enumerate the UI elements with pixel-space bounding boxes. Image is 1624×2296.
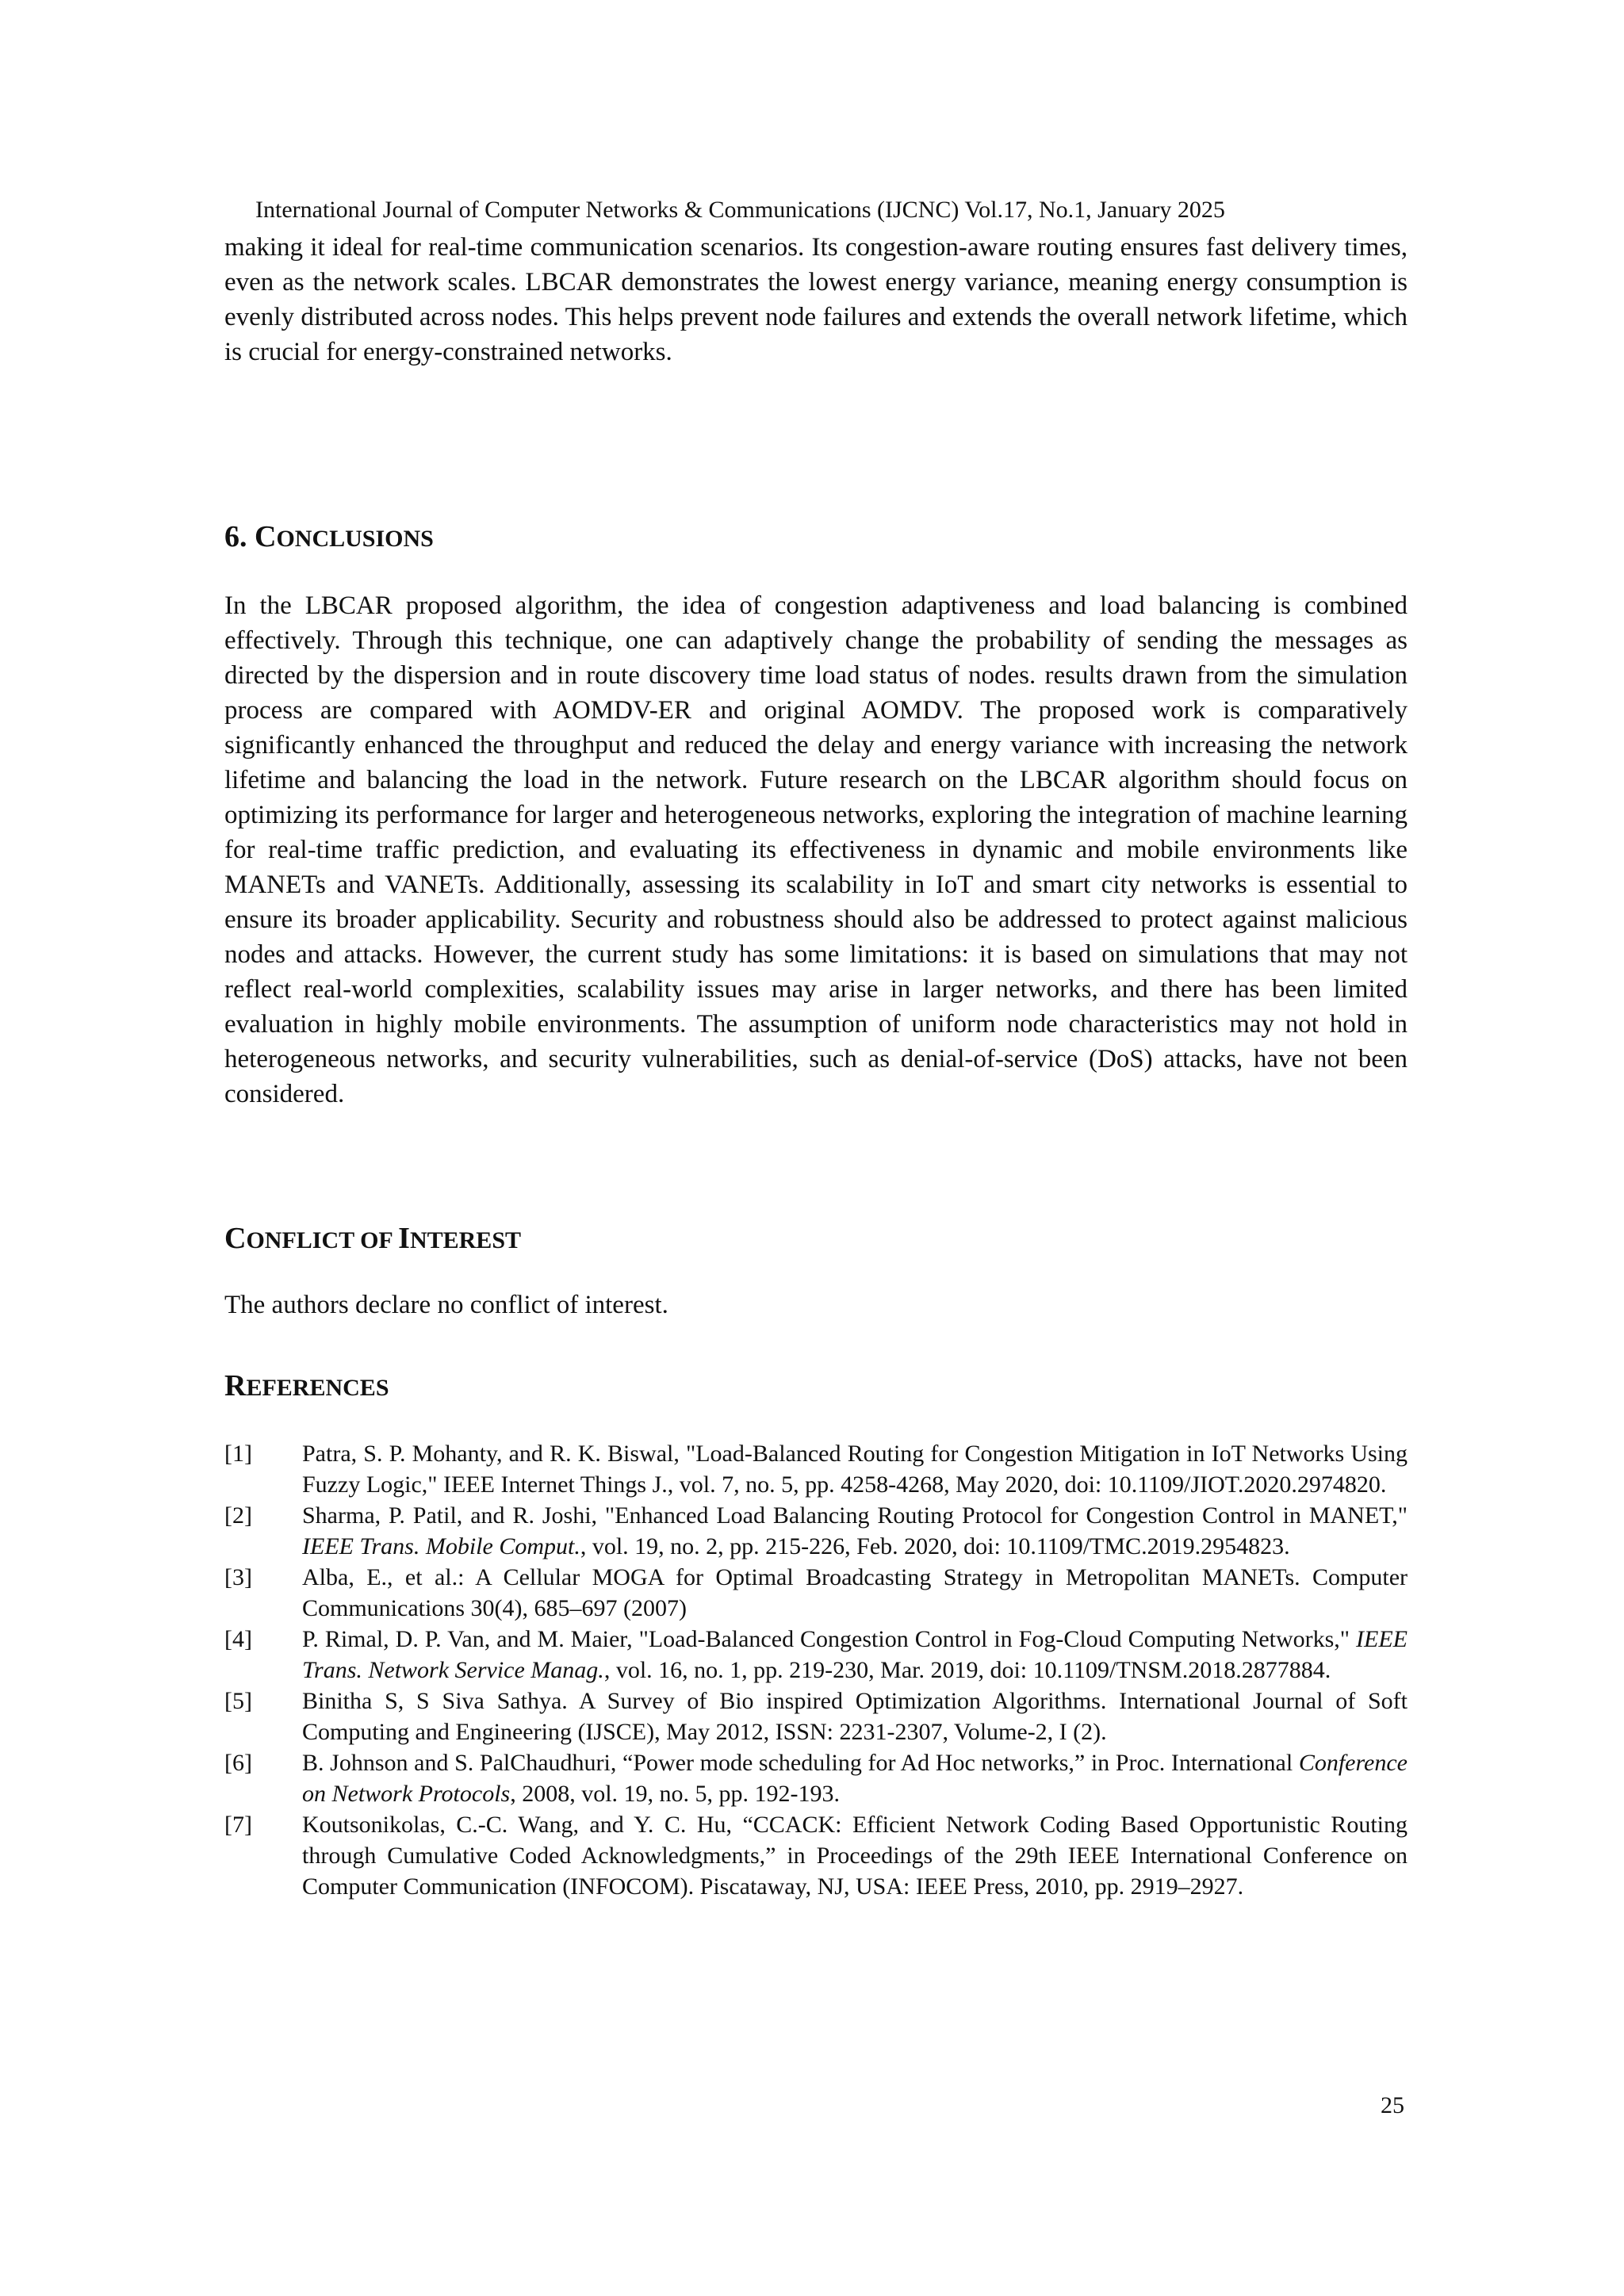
section-heading-references — [224, 1368, 389, 1406]
conference-name: Conference on Network Protocols — [302, 1750, 1408, 1807]
section-number: 6. — [224, 520, 255, 553]
reference-text: Koutsonikolas, C.-C. Wang, and Y. C. Hu, “CCACK: Efficient Network Coding Based Opportunistic Routing through Cumulative Coded Acknowledgments,” in Proceedings of the 29th IEEE International Conference on Computer Communication (INFOCOM). Piscataway, NJ, USA: IEEE Press, 2010, pp. 2919–2927. — [302, 1812, 1408, 1900]
intro-paragraph: making it ideal for real-time communication scenarios. Its congestion-aware routing ensures fast delivery times, even as the network scales. LBCAR demonstrates the lowest energy variance, meaning energy consumption is evenly distributed across nodes. This helps prevent node failures and extends the overall network lifetime, which is crucial for energy-constrained networks. — [224, 233, 1408, 366]
reference-item — [224, 1438, 1408, 1500]
reference-item — [224, 1686, 1408, 1747]
conflict-paragraph: The authors declare no conflict of interest. — [224, 1291, 668, 1319]
heading-smallcaps: ONCLUSIONS — [276, 526, 434, 552]
reference-number: [7] — [224, 1812, 252, 1838]
heading-initial: I — [398, 1222, 410, 1255]
journal-name: IEEE Trans. Mobile Comput. — [302, 1533, 580, 1559]
reference-text: Patra, S. P. Mohanty, and R. K. Biswal, "Load-Balanced Routing for Congestion Mitigation in IoT Networks Using Fuzzy Logic," IEEE Internet Things J., vol. 7, no. 5, pp. 4258-4268, May 2020, doi: 10.1109/JIOT.2020.2974820. — [302, 1441, 1408, 1498]
reference-item — [224, 1747, 1408, 1809]
reference-item — [224, 1624, 1408, 1686]
reference-number: [4] — [224, 1626, 252, 1652]
conclusions-paragraph: In the LBCAR proposed algorithm, the idea of congestion adaptiveness and load balancing is combined effectively. Through this technique, one can adaptively change the probability of sending the messages as directed by the dispersion and in route discovery time load status of nodes. results drawn from the simulation process are compared with AOMDV-ER and original AOMDV. The proposed work is comparatively significantly enhanced the throughput and reduced the delay and energy variance with increasing the network lifetime and balancing the load in the network. Future research on the LBCAR algorithm should focus on optimizing its performance for larger and heterogeneous networks, exploring the integration of machine learning for real-time traffic prediction, and evaluating its effectiveness in dynamic and mobile environments like MANETs and VANETs. Additionally, assessing its scalability in IoT and smart city networks is essential to ensure its broader applicability. Security and robustness should also be addressed to protect against malicious nodes and attacks. However, the current study has some limitations: it is based on simulations that may not reflect real-world complexities, scalability issues may arise in larger networks, and there has been limited evaluation in highly mobile environments. The assumption of uniform node characteristics may not hold in heterogeneous networks, and security vulnerabilities, such as denial-of-service (DoS) attacks, have not been considered. — [224, 591, 1408, 1108]
reference-item — [224, 1500, 1408, 1562]
heading-initial: R — [224, 1369, 247, 1402]
reference-number: [2] — [224, 1502, 252, 1529]
reference-text: B. Johnson and S. PalChaudhuri, “Power mode scheduling for Ad Hoc networks,” in Proc. International Conference on Network Protocols, 2008, vol. 19, no. 5, pp. 192-193. — [302, 1750, 1408, 1807]
reference-number: [3] — [224, 1564, 252, 1590]
reference-text: Sharma, P. Patil, and R. Joshi, "Enhanced Load Balancing Routing Protocol for Congestion Control in MANET," IEEE Trans. Mobile Comput., vol. 19, no. 2, pp. 215-226, Feb. 2020, doi: 10.1109/TMC.2019.2954823. — [302, 1502, 1408, 1559]
running-header: International Journal of Computer Networks & Communications (IJCNC) Vol.17, No.1, January 2025 — [255, 197, 1225, 223]
heading-smallcaps: EFERENCES — [246, 1375, 389, 1401]
reference-item — [224, 1809, 1408, 1902]
reference-item — [224, 1562, 1408, 1624]
heading-initial: C — [255, 520, 277, 553]
reference-text: Binitha S, S Siva Sathya. A Survey of Bio inspired Optimization Algorithms. International Journal of Soft Computing and Engineering (IJSCE), May 2012, ISSN: 2231-2307, Volume-2, I (2). — [302, 1688, 1408, 1745]
reference-number: [6] — [224, 1750, 252, 1776]
reference-number: [1] — [224, 1441, 252, 1467]
page-number: 25 — [1381, 2092, 1404, 2118]
reference-list — [224, 1438, 1408, 1902]
reference-text: Alba, E., et al.: A Cellular MOGA for Optimal Broadcasting Strategy in Metropolitan MANETs. Computer Communications 30(4), 685–697 (2007) — [302, 1564, 1408, 1621]
journal-name: IEEE Trans. Network Service Manag. — [302, 1626, 1408, 1683]
heading-smallcaps: ONFLICT OF — [246, 1227, 399, 1253]
reference-text: P. Rimal, D. P. Van, and M. Maier, "Load-Balanced Congestion Control in Fog-Cloud Computing Networks," IEEE Trans. Network Service Manag., vol. 16, no. 1, pp. 219-230, Mar. 2019, doi: 10.1109/TNSM.2018.2877884. — [302, 1626, 1408, 1683]
section-heading-conflict-of-interest — [224, 1220, 521, 1259]
heading-initial: C — [224, 1222, 247, 1255]
section-heading-conclusions — [224, 519, 434, 557]
reference-number: [5] — [224, 1688, 252, 1714]
heading-smallcaps: NTEREST — [409, 1227, 522, 1253]
